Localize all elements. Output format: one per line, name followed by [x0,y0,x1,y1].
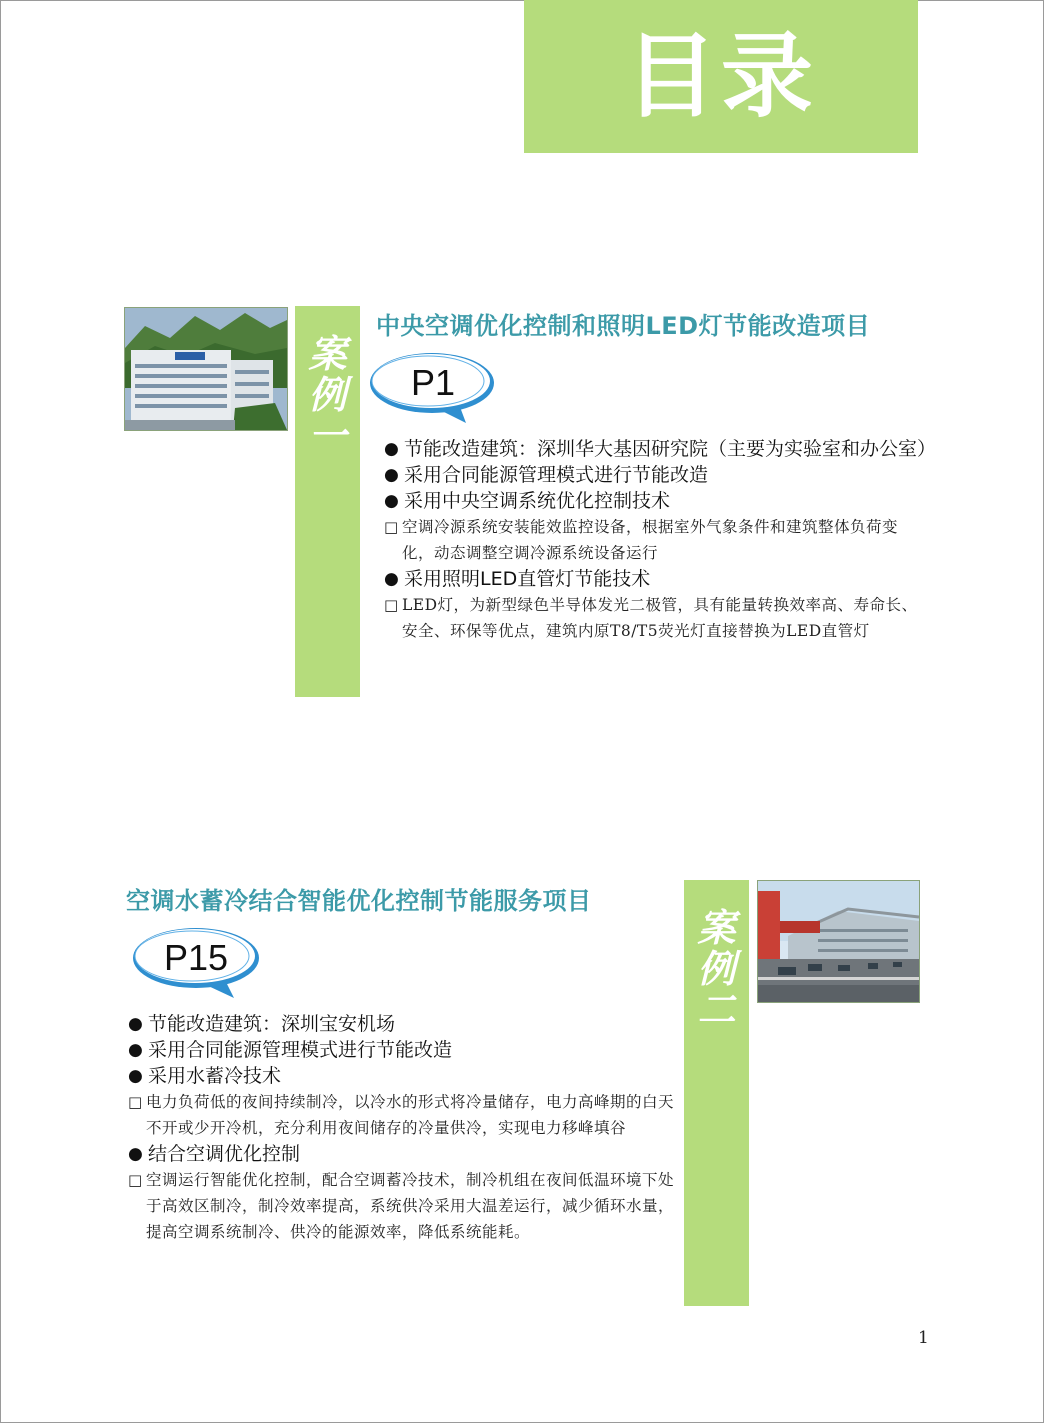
title-block [524,0,918,153]
case1-sub-item: □ 空调冷源系统安装能效监控设备，根据室外气象条件和建筑整体负荷变化，动态调整空调冷源系统设备运行 [384,514,929,566]
case1-bullet: ● 采用照明LED直管灯节能技术 [384,566,929,592]
case1-title: 中央空调优化控制和照明LED灯节能改造项目 [376,312,871,340]
case1-bullet: ● 节能改造建筑：深圳华大基因研究院（主要为实验室和办公室） [384,436,929,462]
case1-badge-char: 一 [308,414,347,459]
case1-photo [124,307,288,431]
case1-page-bubble[interactable] [368,345,498,425]
case2-badge-char: 例 [697,947,736,992]
case1-badge [295,306,360,697]
case2-bullet: ● 结合空调优化控制 [128,1141,678,1167]
case2-badge-char: 二 [697,988,736,1033]
case1-content [384,436,937,644]
case2-bullet: ● 采用合同能源管理模式进行节能改造 [128,1037,678,1063]
case2-sub-item: □ 电力负荷低的夜间持续制冷，以冷水的形式将冷量储存，电力高峰期的白天不开或少开冷机，充分利用夜间储存的冷量供冷，实现电力移峰填谷 [128,1089,678,1141]
case2-title: 空调水蓄冷结合智能优化控制节能服务项目 [126,887,592,915]
case1-badge-char: 案 [308,332,347,376]
case1-bullet: ● 采用中央空调系统优化控制技术 [384,488,929,514]
case2-photo [757,880,920,1003]
case1-badge-char: 例 [308,373,347,418]
case2-page-bubble[interactable] [130,920,262,1000]
building-photo-icon [125,308,287,430]
case1-sub-item: □ LED灯，为新型绿色半导体发光二极管，具有能量转换效率高、寿命长、安全、环保等优点，建筑内原T8/T5荧光灯直接替换为LED直管灯 [384,592,929,644]
case2-badge [684,880,749,1306]
case2-content [128,1011,678,1245]
case2-page-ref: P15 [164,937,229,978]
case2-badge-char: 案 [697,906,736,950]
case1-page-ref: P1 [411,362,456,403]
airport-photo-icon [758,881,919,1002]
page-title: 目录 [624,22,817,130]
page-number: 1 [918,1328,929,1348]
case2-sub-item: □ 空调运行智能优化控制，配合空调蓄冷技术，制冷机组在夜间低温环境下处于高效区制冷，制冷效率提高，系统供冷采用大温差运行，减少循环水量，提高空调系统制冷、供冷的能源效率，降低系统能耗。 [128,1167,678,1245]
case2-bullet: ● 采用水蓄冷技术 [128,1063,678,1089]
case1-bullet: ● 采用合同能源管理模式进行节能改造 [384,462,929,488]
case2-bullet: ● 节能改造建筑：深圳宝安机场 [128,1011,678,1037]
